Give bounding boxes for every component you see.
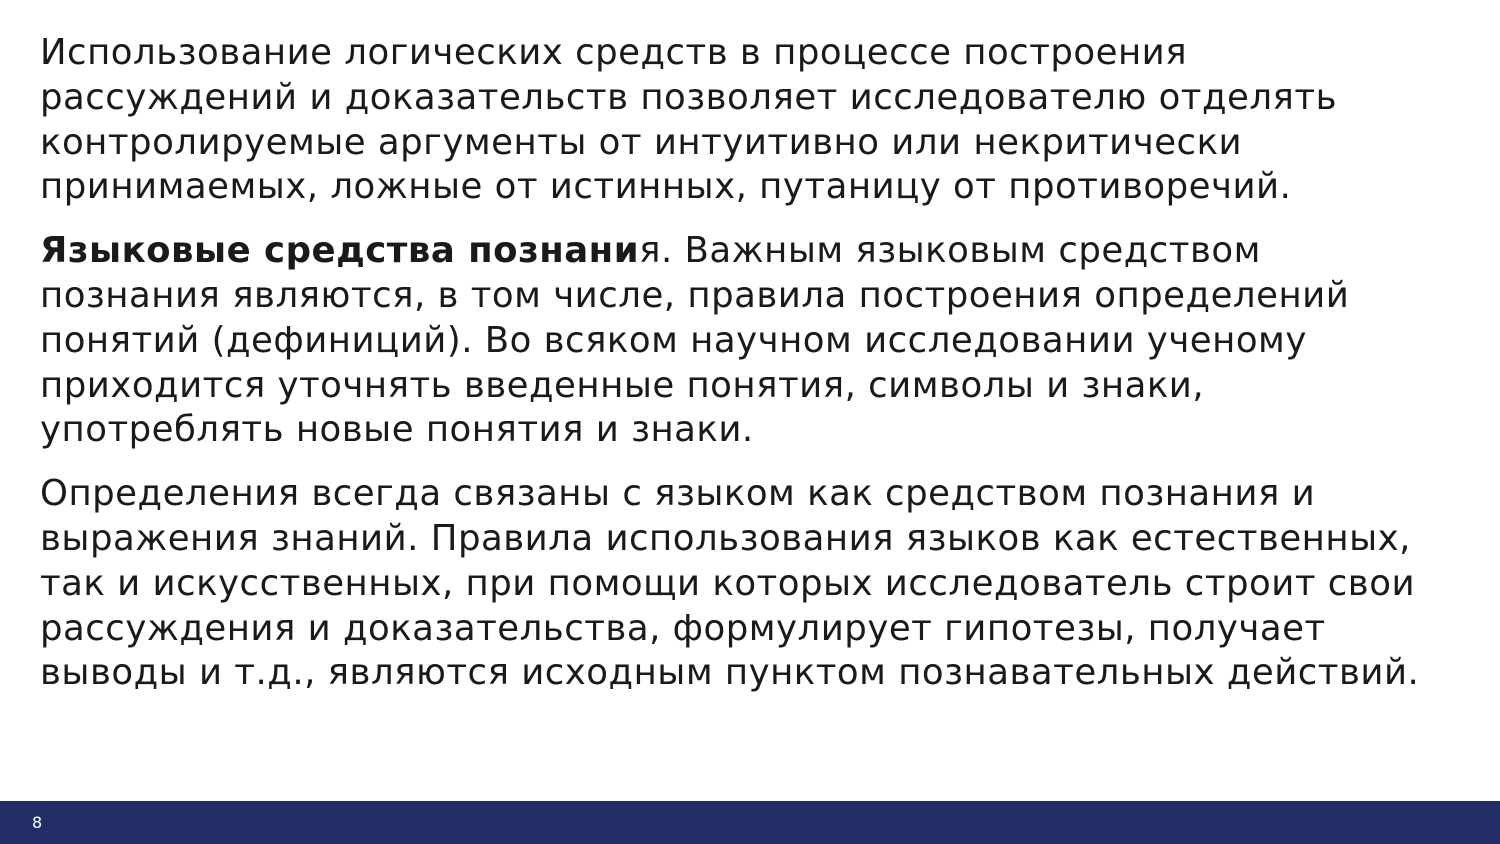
paragraph-logical-means: Использование логических средств в процессе построения рассуждений и доказательств позволяет исследователю отделять контролируемые аргументы от интуитивно или некритически принимаемых, ложные от истинных, путаницу от противоречий.: [40, 32, 1338, 208]
page-number: 8: [32, 813, 43, 832]
paragraph-heading-language-means: Языковые средства познани: [40, 230, 640, 272]
footer-bar: [0, 801, 1500, 844]
paragraph-definitions: Определения всегда связаны с языком как средством познания и выражения знаний. Правила использования языков как естественных, так и искусственных, при помощи которых исследователь строит свои рассуждения и доказательства, формулирует гипотезы, получает выводы и т.д., являются исходным пунктом познавательных действий.: [40, 473, 1420, 694]
slide-body: [40, 31, 1480, 696]
paragraph-language-means: [40, 229, 1480, 453]
paragraph-language-means-text: я. Важным языковым средством познания являются, в том числе, правила построения определений понятий (дефиниций). Во всяком научном исследовании ученому приходится уточнять введенные понятия, символы и знаки, употреблять новые понятия и знаки.: [40, 230, 1350, 451]
